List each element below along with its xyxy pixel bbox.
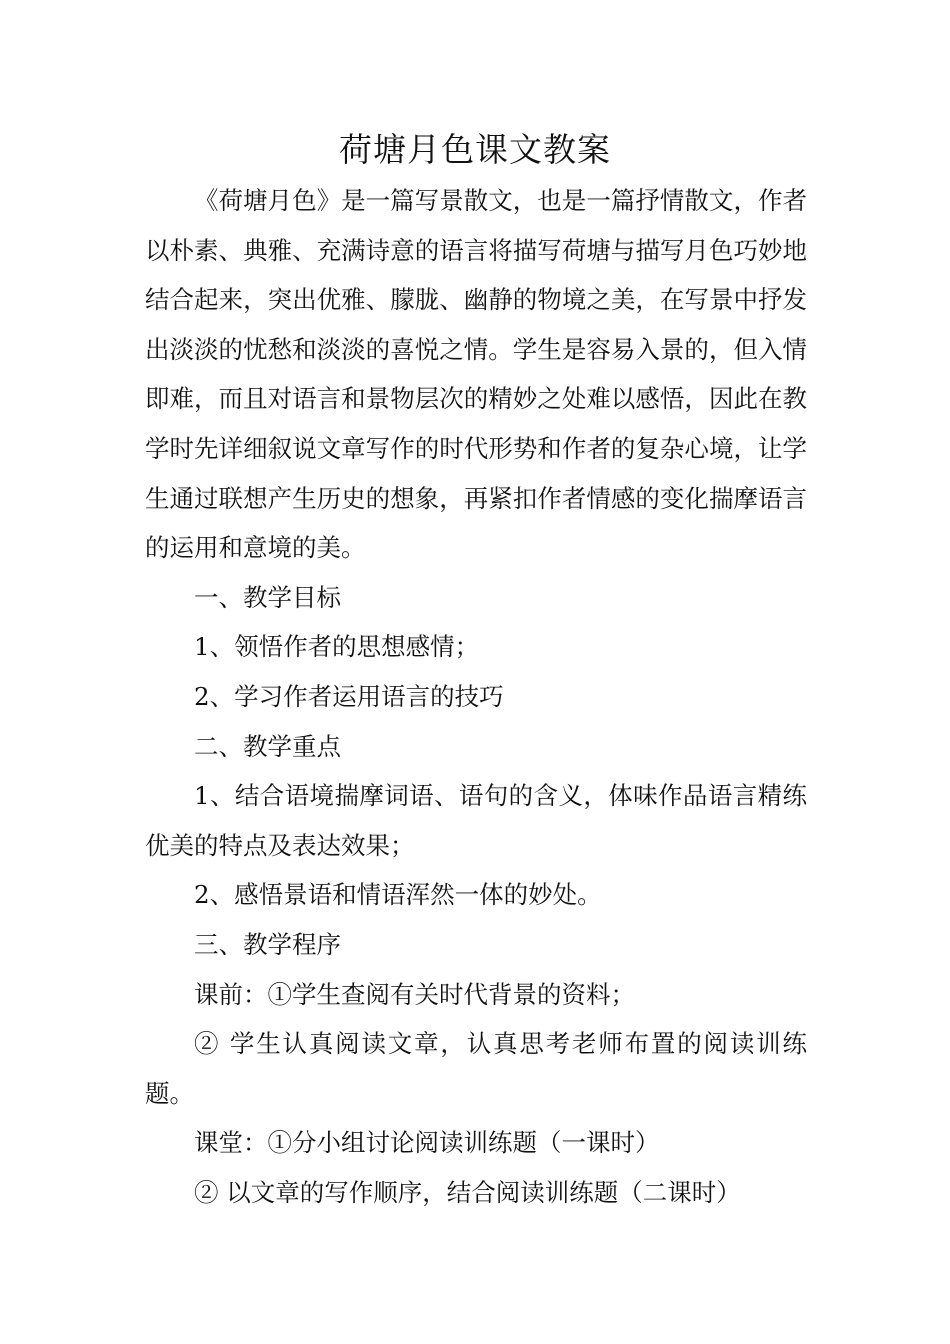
procedure-before-class-1: 课前：①学生查阅有关时代背景的资料； <box>194 979 635 1009</box>
document-title: 荷塘月色课文教案 <box>339 130 611 169</box>
intro-paragraph: 《荷塘月色》是一篇写景散文，也是一篇抒情散文，作者以朴素、典雅、充满诗意的语言将描写荷塘与描写月色巧妙地结合起来，突出优雅、朦胧、幽静的物境之美，在写景中抒发出淡淡的忧愁和淡淡的喜悦之情。学生是容易入景的，但入情即难，而且对语言和景物层次的精妙之处难以感悟，因此在教学时先详细叙说文章写作的时代形势和作者的复杂心境，让学生通过联想产生历史的想象，再紧扣作者情感的变化揣摩语言的运用和意境的美。 <box>145 186 807 563</box>
document-body <box>145 176 807 1217</box>
key-point-item-1: 1、结合语境揣摩词语、语句的含义，体味作品语言精练优美的特点及表达效果； <box>145 781 807 860</box>
objective-item-1: 1、领悟作者的思想感情； <box>194 632 480 662</box>
procedure-in-class-1: 课堂：①分小组讨论阅读训练题（一课时） <box>194 1128 660 1158</box>
section-heading-objectives: 一、教学目标 <box>194 582 341 612</box>
key-point-item-2: 2、感悟景语和情语浑然一体的妙处。 <box>194 880 602 910</box>
procedure-before-class-2: ② 学生认真阅读文章，认真思考老师布置的阅读训练题。 <box>145 1029 807 1108</box>
section-heading-procedure: 三、教学程序 <box>194 929 341 959</box>
objective-item-2: 2、学习作者运用语言的技巧 <box>194 681 504 711</box>
section-heading-key-points: 二、教学重点 <box>194 731 341 761</box>
procedure-in-class-2: ② 以文章的写作顺序，结合阅读训练题（二课时） <box>194 1177 741 1207</box>
